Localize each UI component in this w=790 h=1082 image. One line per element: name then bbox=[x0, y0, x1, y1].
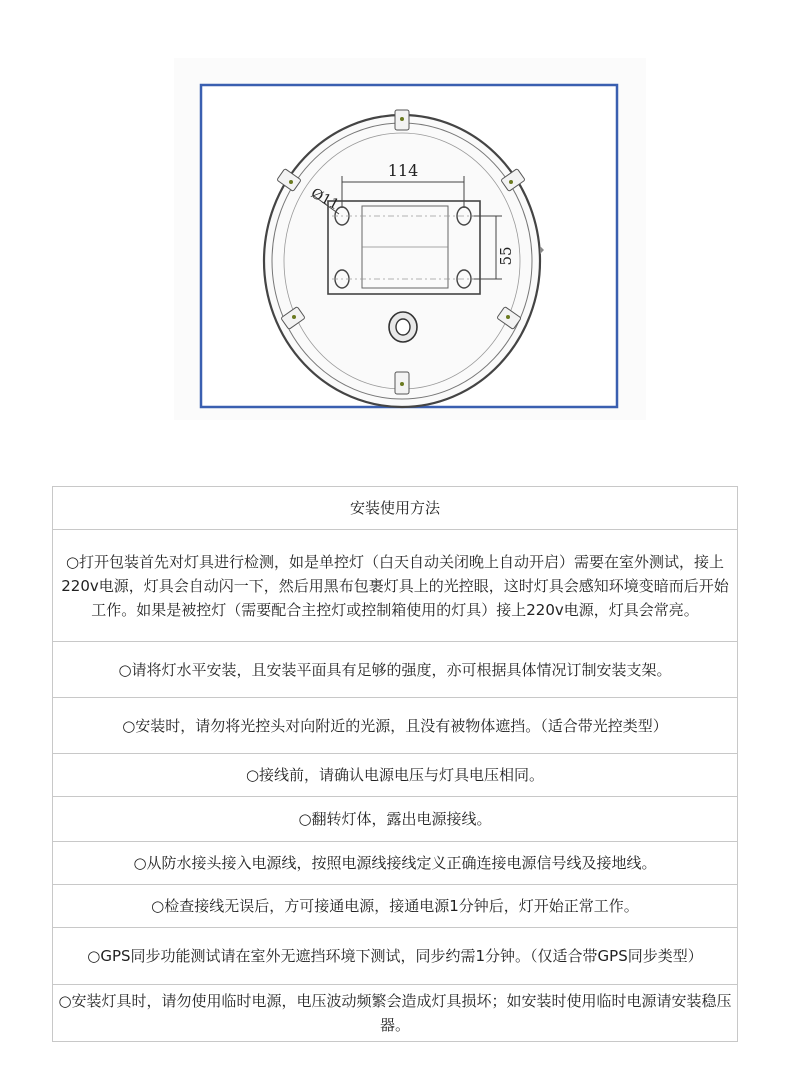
cable-gland bbox=[389, 312, 417, 342]
technical-drawing bbox=[174, 58, 646, 420]
table-row bbox=[53, 642, 737, 698]
table-row bbox=[53, 530, 737, 642]
table-row-text: ○GPS同步功能测试请在室外无遮挡环境下测试，同步约需1分钟。（仅适合带GPS同步类型） bbox=[87, 947, 703, 965]
table-row-text: ○安装灯具时，请勿使用临时电源，电压波动频繁会造成灯具损坏；如安装时使用临时电源请安装稳压器。 bbox=[58, 992, 732, 1034]
table-row-text: ○从防水接头接入电源线，按照电源线接线定义正确连接电源信号线及接地线。 bbox=[133, 854, 657, 872]
table-row bbox=[53, 842, 737, 885]
table-row-text: ○请将灯水平安装，且安装平面具有足够的强度，亦可根据具体情况订制安装支架。 bbox=[118, 660, 672, 679]
table-row-text: ○接线前，请确认电源电压与灯具电压相同。 bbox=[245, 766, 545, 784]
table-row bbox=[53, 885, 737, 928]
table-row bbox=[53, 928, 737, 985]
width-dimension-label: 114 bbox=[387, 161, 419, 180]
table-row bbox=[53, 698, 737, 754]
table-header bbox=[53, 487, 737, 530]
installation-instructions-table bbox=[52, 486, 738, 1042]
table-row-text: ○打开包装首先对灯具进行检测，如是单控灯（白天自动关闭晚上自动开启）需要在室外测试，接上220v电源，灯具会自动闪一下，然后用黑布包裹灯具上的光控眼，这时灯具会感知环境变暗而后开始工作。如果是被控灯（需要配合主控灯或控制箱使用的灯具）接上220v电源，灯具会常亮。 bbox=[61, 552, 729, 619]
height-dimension-label: 55 bbox=[497, 246, 515, 266]
table-row bbox=[53, 797, 737, 842]
table-row bbox=[53, 754, 737, 797]
table-row-text: ○翻转灯体，露出电源接线。 bbox=[298, 810, 492, 828]
table-header-text: 安装使用方法 bbox=[349, 499, 440, 517]
hole-diameter-label: Ø11 bbox=[308, 185, 342, 214]
lamp-bottom-view-drawing bbox=[174, 58, 646, 420]
table-row bbox=[53, 985, 737, 1041]
table-row-text: ○安装时，请勿将光控头对向附近的光源，且没有被物体遮挡。（适合带光控类型） bbox=[122, 716, 668, 735]
table-row-text: ○检查接线无误后，方可接通电源，接通电源1分钟后，灯开始正常工作。 bbox=[151, 897, 639, 915]
